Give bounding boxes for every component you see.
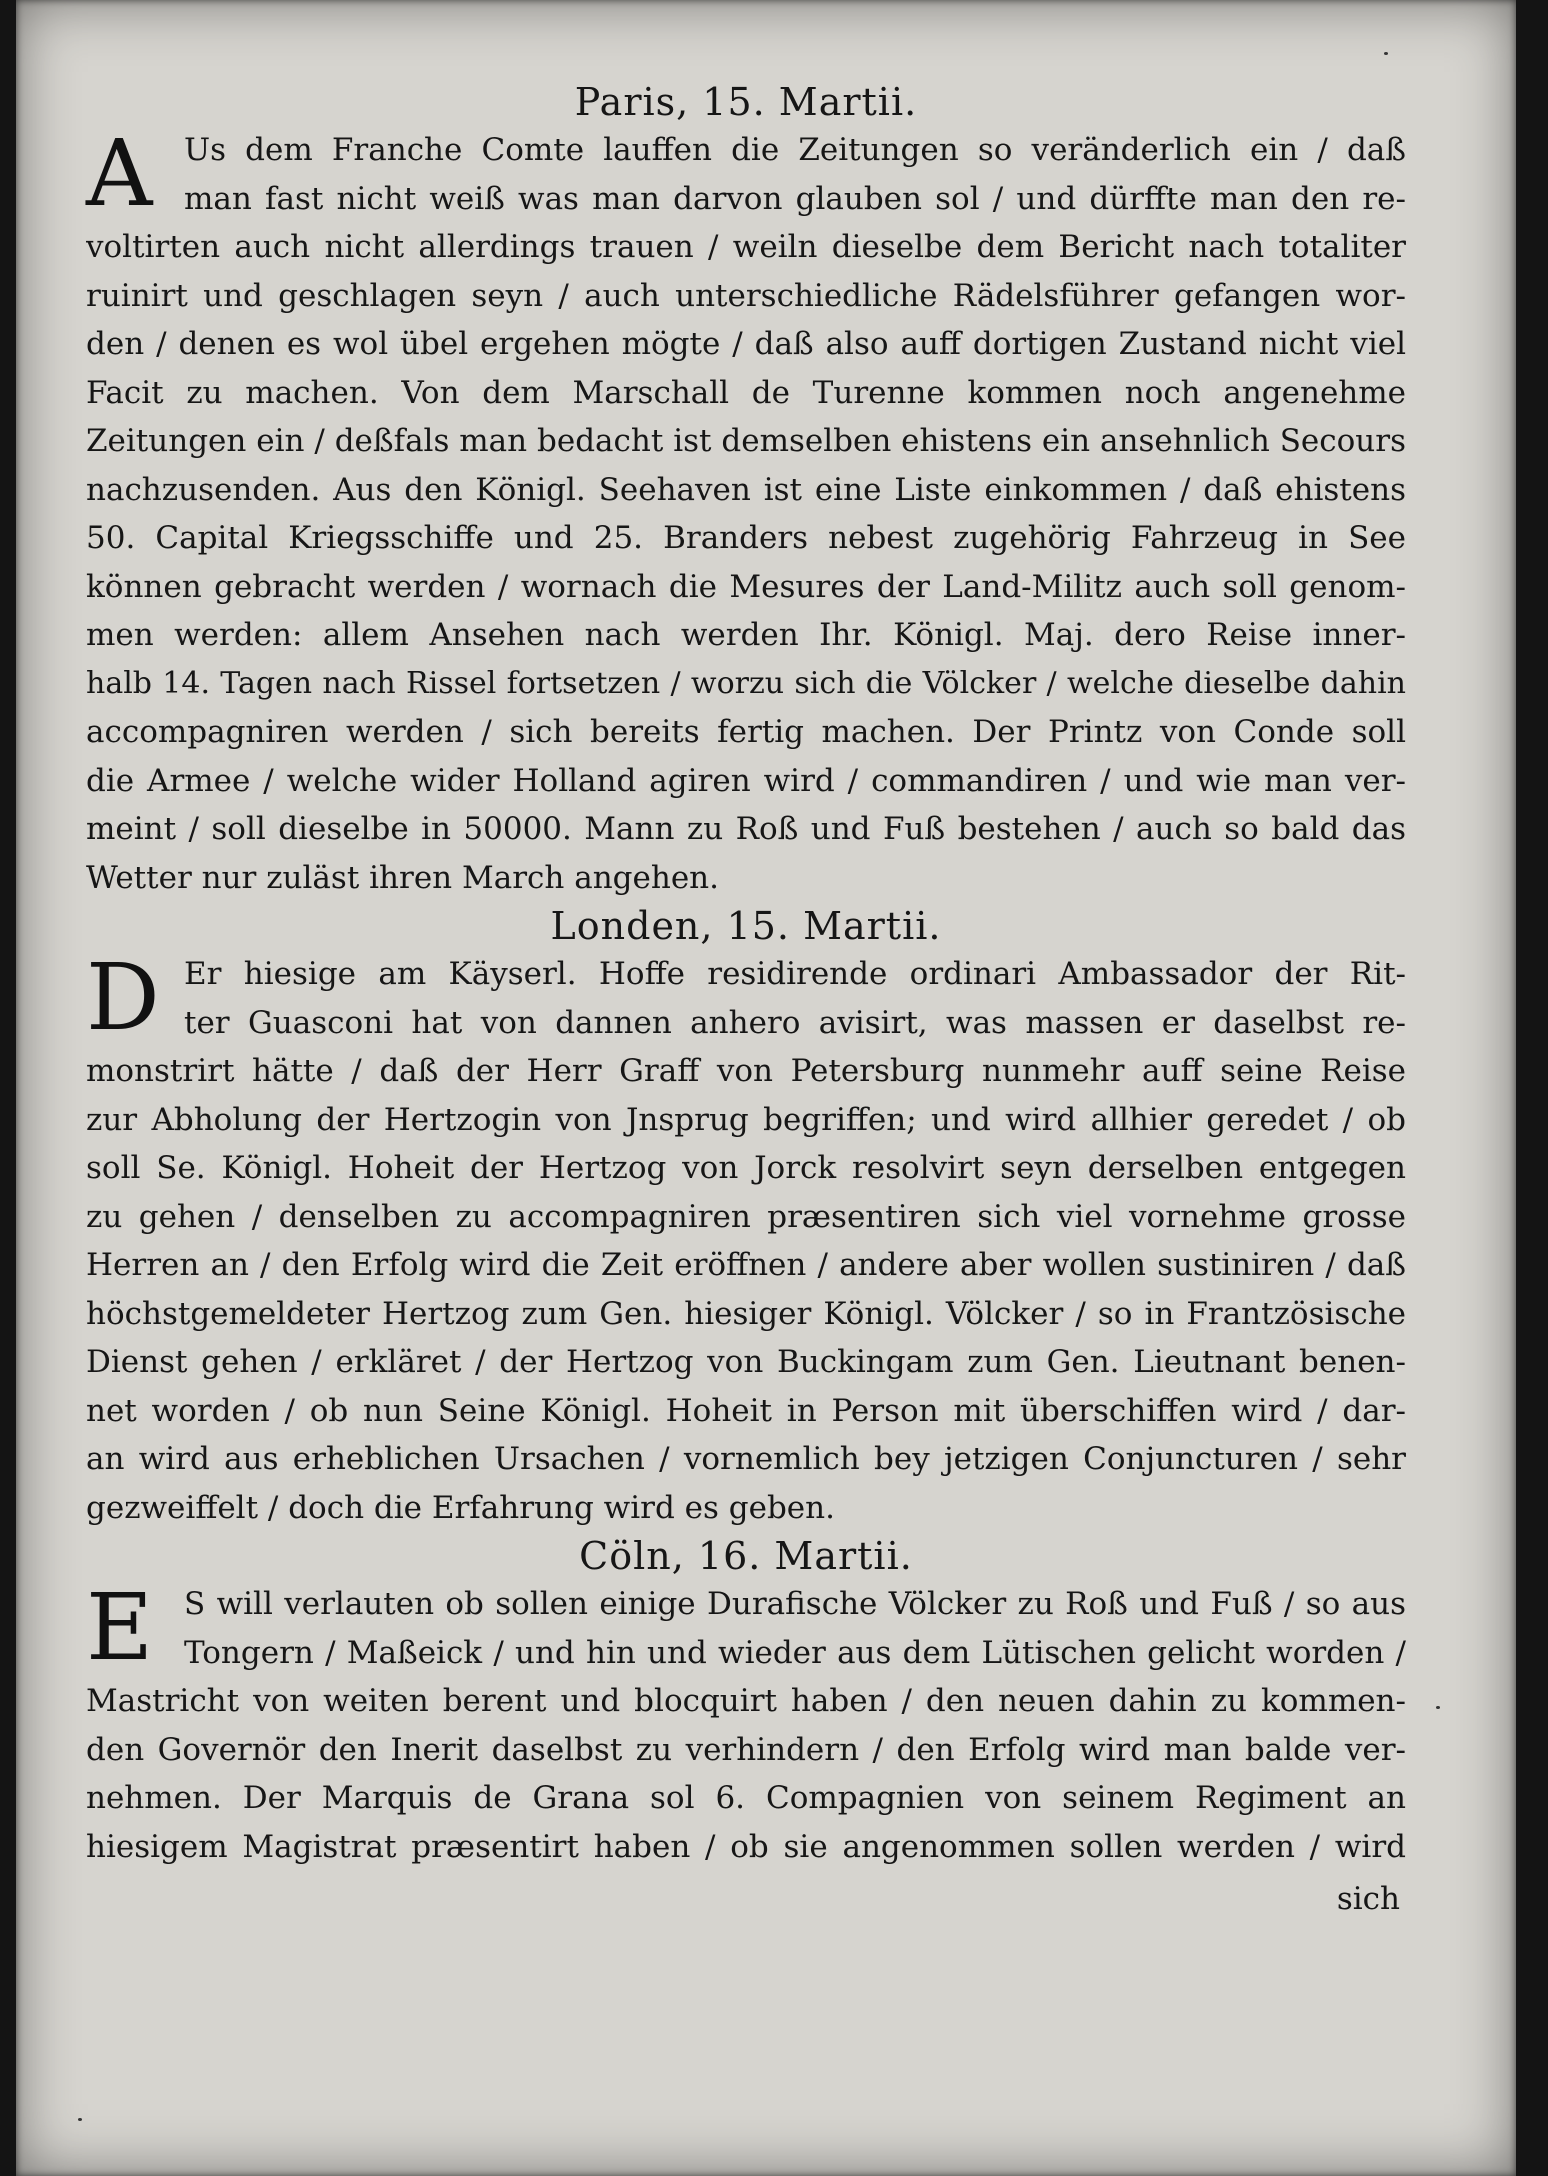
- text-line: den / denen es wol übel ergehen mögte / daß also auff dortigen Zustand nicht viel: [86, 326, 1406, 362]
- catchword-row: [86, 1871, 1406, 1927]
- text-line: voltirten auch nicht allerdings trauen / weiln dieselbe dem Bericht nach totaliter: [86, 229, 1406, 265]
- text-line: Er hiesige am Käyserl. Hoffe residirende ordinari Ambassador der Rit-: [184, 956, 1406, 992]
- drop-cap-initial: D: [86, 944, 160, 1051]
- dateline-coeln: Cöln, 16. Martii.: [579, 1534, 913, 1578]
- text-line: Zeitungen ein / deßfals man bedacht ist demselben ehistens ein ansehnlich Secours: [86, 423, 1406, 459]
- text-line: man fast nicht weiß was man darvon glauben sol / und dürffte man den re-: [184, 180, 1406, 217]
- text-line: accompagniren werden / sich bereits fertig machen. Der Printz von Conde soll: [86, 714, 1406, 750]
- text-line: können gebracht werden / wornach die Mesures der Land-Militz auch soll genom-: [86, 568, 1406, 605]
- text-line: net worden / ob nun Seine Königl. Hoheit in Person mit überschiffen wird / dar-: [86, 1392, 1406, 1429]
- text-line: Mastricht von weiten berent und blocquirt haben / den neuen dahin zu kommen-: [86, 1683, 1406, 1719]
- drop-cap-initial: E: [86, 1574, 154, 1681]
- text-line: Facit zu machen. Von dem Marschall de Turenne kommen noch angenehme: [86, 374, 1406, 411]
- text-line: zur Abholung der Hertzogin von Jnsprug begriffen; und wird allhier geredet / ob: [86, 1101, 1406, 1138]
- text-line: den Governör den Inerit daselbst zu verhindern / den Erfolg wird man balde ver-: [86, 1731, 1406, 1768]
- text-line: Dienst gehen / erkläret / der Hertzog von Buckingam zum Gen. Lieutnant benen-: [86, 1344, 1406, 1380]
- dateline-paris: Paris, 15. Martii.: [574, 80, 918, 124]
- text-line: Wetter nur zuläst ihren March angehen.: [86, 859, 719, 896]
- text-line: Tongern / Maßeick / und hin und wieder aus dem Lütischen gelicht worden /: [184, 1634, 1406, 1671]
- paragraph-paris: [86, 120, 1406, 902]
- text-line: gezweiffelt / doch die Erfahrung wird es geben.: [86, 1489, 835, 1526]
- text-line: höchstgemeldeter Hertzog zum Gen. hiesiger Königl. Völcker / so in Frantzösische: [86, 1295, 1406, 1332]
- ink-speck: [1436, 1706, 1440, 1709]
- text-line: ruinirt und geschlagen seyn / auch unterschiedliche Rädelsführer gefangen wor-: [86, 277, 1406, 314]
- catchword: sich: [1336, 1881, 1400, 1917]
- ink-speck: [1384, 52, 1388, 55]
- text-line: an wird aus erheblichen Ursachen / vornemlich bey jetzigen Conjuncturen / sehr: [86, 1441, 1406, 1477]
- text-line: S will verlauten ob sollen einige Durafische Völcker zu Roß und Fuß / so aus: [184, 1586, 1406, 1622]
- text-line: meint / soll dieselbe in 50000. Mann zu Roß und Fuß bestehen / auch so bald das: [86, 811, 1406, 847]
- dateline-londen: Londen, 15. Martii.: [550, 904, 942, 948]
- paragraph-londen: [86, 944, 1406, 1532]
- ink-speck: [78, 2118, 82, 2121]
- text-line: 50. Capital Kriegsschiffe und 25. Branders nebest zugehörig Fahrzeug in See: [86, 520, 1406, 556]
- text-line: nehmen. Der Marquis de Grana sol 6. Compagnien von seinem Regiment an: [86, 1780, 1406, 1816]
- text-line: nachzusenden. Aus den Königl. Seehaven ist eine Liste einkommen / daß ehistens: [86, 471, 1406, 508]
- text-line: soll Se. Königl. Hoheit der Hertzog von Jorck resolvirt seyn derselben entgegen: [86, 1150, 1406, 1186]
- text-line: die Armee / welche wider Holland agiren wird / commandiren / und wie man ver-: [86, 762, 1406, 799]
- newspaper-page: [16, 0, 1516, 2176]
- text-line: halb 14. Tagen nach Rissel fortsetzen / worzu sich die Völcker / welche dieselbe dahin: [86, 665, 1406, 701]
- paragraph-coeln: [86, 1574, 1406, 1871]
- article-text: [86, 78, 1406, 1927]
- text-line: Us dem Franche Comte lauffen die Zeitungen so veränderlich ein / daß: [184, 132, 1406, 168]
- drop-cap-initial: A: [86, 120, 153, 227]
- text-line: hiesigem Magistrat præsentirt haben / ob sie angenommen sollen werden / wird: [86, 1828, 1406, 1865]
- text-line: monstrirt hätte / daß der Herr Graff von Petersburg nunmehr auff seine Reise: [86, 1053, 1406, 1089]
- text-line: ter Guasconi hat von dannen anhero avisirt, was massen er daselbst re-: [184, 1004, 1406, 1041]
- text-line: men werden: allem Ansehen nach werden Ihr. Königl. Maj. dero Reise inner-: [86, 617, 1406, 653]
- text-line: Herren an / den Erfolg wird die Zeit eröffnen / andere aber wollen sustiniren / daß: [86, 1247, 1406, 1283]
- text-line: zu gehen / denselben zu accompagniren præsentiren sich viel vornehme grosse: [86, 1198, 1406, 1235]
